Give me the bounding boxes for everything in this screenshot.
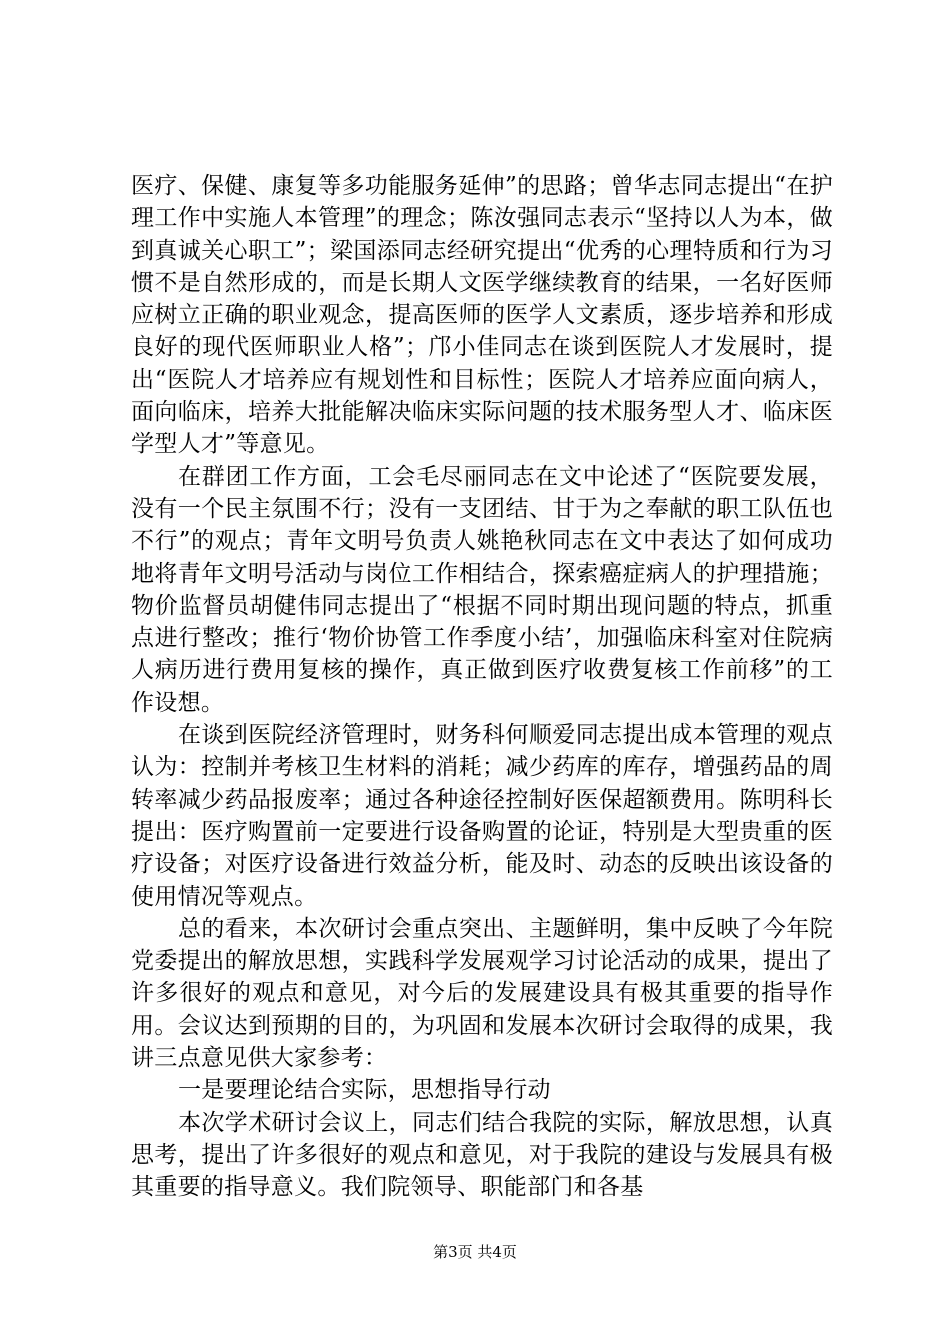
document-body [131, 170, 833, 1204]
paragraph-1: 医疗、保健、康复等多功能服务延伸”的思路；曾华志同志提出“在护理工作中实施人本管理”的理念；陈汝强同志表示“坚持以人为本，做到真诚关心职工”；梁国添同志经研究提出“优秀的心理特质和行为习惯不是自然形成的，而是长期人文医学继续教育的结果，一名好医师应树立正确的职业观念，提高医师的医学人文素质，逐步培养和形成良好的现代医师职业人格”；邝小佳同志在谈到医院人才发展时，提出“医院人才培养应有规划性和目标性；医院人才培养应面向病人，面向临床，培养大批能解决临床实际问题的技术服务型人才、临床医学型人才”等意见。 [131, 173, 833, 458]
paragraph-5: 本次学术研讨会议上，同志们结合我院的实际，解放思想，认真思考，提出了许多很好的观点和意见，对于我院的建设与发展具有极其重要的指导意义。我们院领导、职能部门和各基 [131, 1109, 833, 1201]
paragraph-4: 总的看来，本次研讨会重点突出、主题鲜明，集中反映了今年院党委提出的解放思想，实践科学发展观学习讨论活动的成果，提出了许多很好的观点和意见，对今后的发展建设具有极其重要的指导作用。会议达到预期的目的，为巩固和发展本次研讨会取得的成果，我讲三点意见供大家参考： [131, 915, 833, 1072]
paragraph-3: 在谈到医院经济管理时，财务科何顺爱同志提出成本管理的观点认为：控制并考核卫生材料的消耗；减少药库的库存，增强药品的周转率减少药品报废率；通过各种途径控制好医保超额费用。陈明科长提出：医疗购置前一定要进行设备购置的论证，特别是大型贵重的医疗设备；对医疗设备进行效益分析，能及时、动态的反映出该设备的使用情况等观点。 [131, 722, 833, 910]
section-heading-1: 一是要理论结合实际，思想指导行动 [178, 1077, 551, 1104]
page-number-footer: 第3页 共4页 [433, 1243, 517, 1261]
paragraph-2: 在群团工作方面，工会毛尽丽同志在文中论述了“医院要发展，没有一个民主氛围不行；没有一支团结、甘于为之奉献的职工队伍也不行”的观点；青年文明号负责人姚艳秋同志在文中表达了如何成功地将青年文明号活动与岗位工作相结合，探索癌症病人的护理措施；物价监督员胡健伟同志提出了“根据不同时期出现问题的特点，抓重点进行整改；推行‘物价协管工作季度小结’，加强临床科室对住院病人病历进行费用复核的操作，真正做到医疗收费复核工作前移”的工作设想。 [131, 463, 833, 716]
